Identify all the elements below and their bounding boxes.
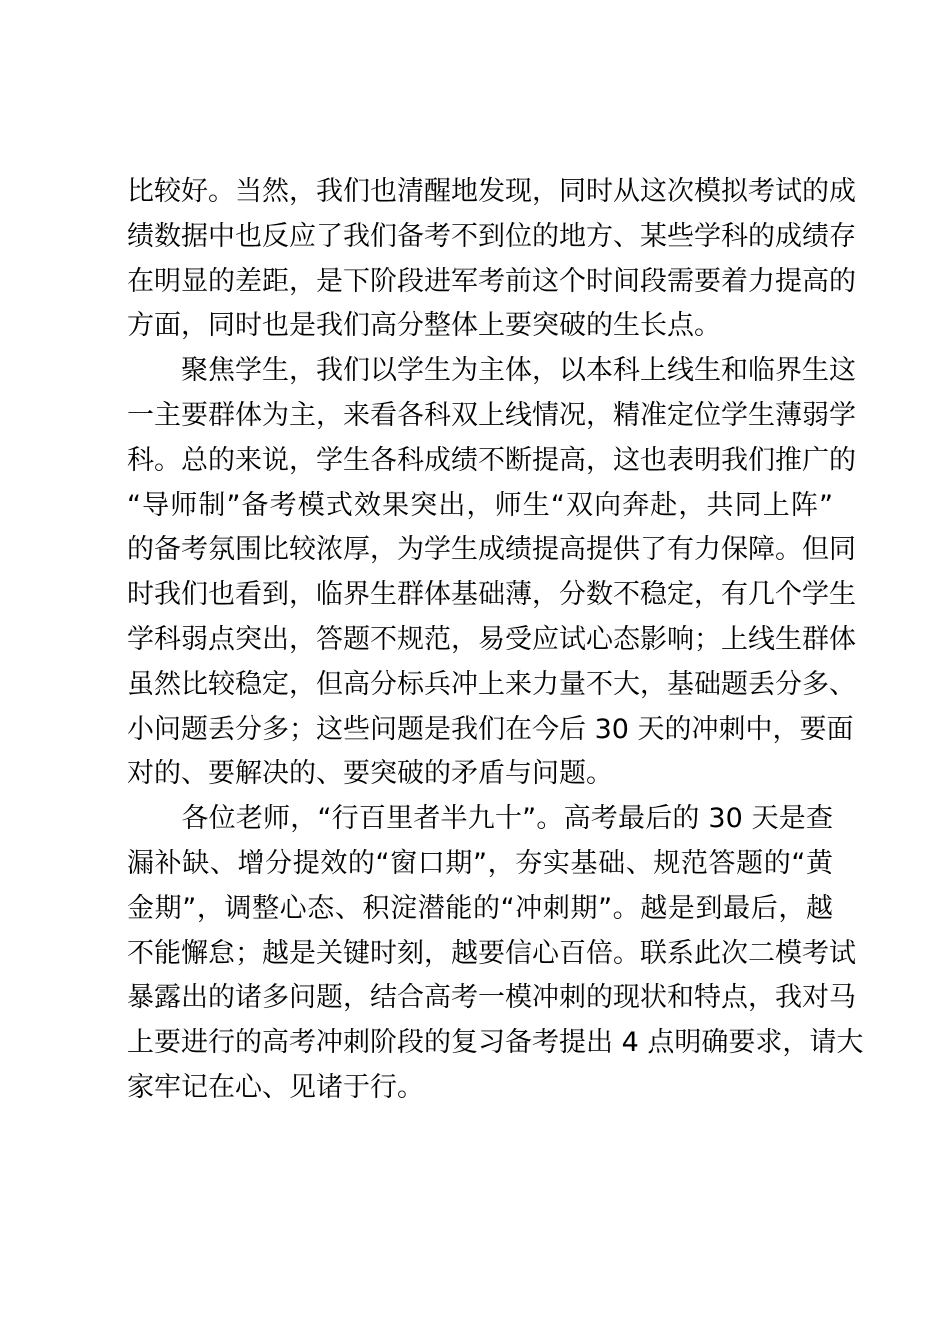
paragraph-3 [127,797,864,1111]
text-line: 聚焦学生，我们以学生为主体，以本科上线生和临界生这 [127,355,856,387]
text-line: 时我们也看到，临界生群体基础薄，分数不稳定，有几个学生 [127,579,856,611]
text-line: 的备考氛围比较浓厚，为学生成绩提高提供了有力保障。但同 [127,534,856,566]
text-line: 比较好。当然，我们也清醒地发现，同时从这次模拟考试的成 [127,176,856,207]
text-line: 科。总的来说，学生各科成绩不断提高，这也表明我们推广的 [127,444,856,476]
text-line: 一主要群体为主，来看各科双上线情况，精准定位学生薄弱学 [127,399,856,431]
text-line: 对的、要解决的、要突破的矛盾与问题。 [127,758,613,790]
text-line: 上要进行的高考冲刺阶段的复习备考提出 4 点明确要求，请大 [127,1027,864,1059]
text-line: “导师制”备考模式效果突出，师生“双向奔赴，共同上阵” [127,489,833,521]
text-line: 各位老师，“行百里者半九十”。高考最后的 30 天是查 [127,803,833,835]
text-line: 小问题丢分多；这些问题是我们在今后 30 天的冲刺中，要面 [127,713,854,745]
text-line: 在明显的差距，是下阶段进军考前这个时间段需要着力提高的 [127,265,856,297]
text-line: 漏补缺、增分提效的“窗口期”，夯实基础、规范答题的“黄 [127,847,833,879]
paragraph-2 [127,349,856,797]
text-line: 金期”，调整心态、积淀潜能的“冲刺期”。越是到最后，越 [127,892,833,924]
text-line: 不能懈怠；越是关键时刻，越要信心百倍。联系此次二模考试 [127,937,856,969]
text-line: 暴露出的诸多问题，结合高考一模冲刺的现状和特点，我对马 [127,982,856,1014]
document-body [127,170,864,1111]
text-line: 方面，同时也是我们高分整体上要突破的生长点。 [127,310,721,342]
text-line: 家牢记在心、见诸于行。 [127,1071,424,1103]
text-line: 虽然比较稳定，但高分标兵冲上来力量不大，基础题丢分多、 [127,668,856,700]
text-line: 学科弱点突出，答题不规范，易受应试心态影响；上线生群体 [127,623,856,655]
text-line: 绩数据中也反应了我们备考不到位的地方、某些学科的成绩存 [127,220,856,252]
paragraph-1 [127,170,856,349]
